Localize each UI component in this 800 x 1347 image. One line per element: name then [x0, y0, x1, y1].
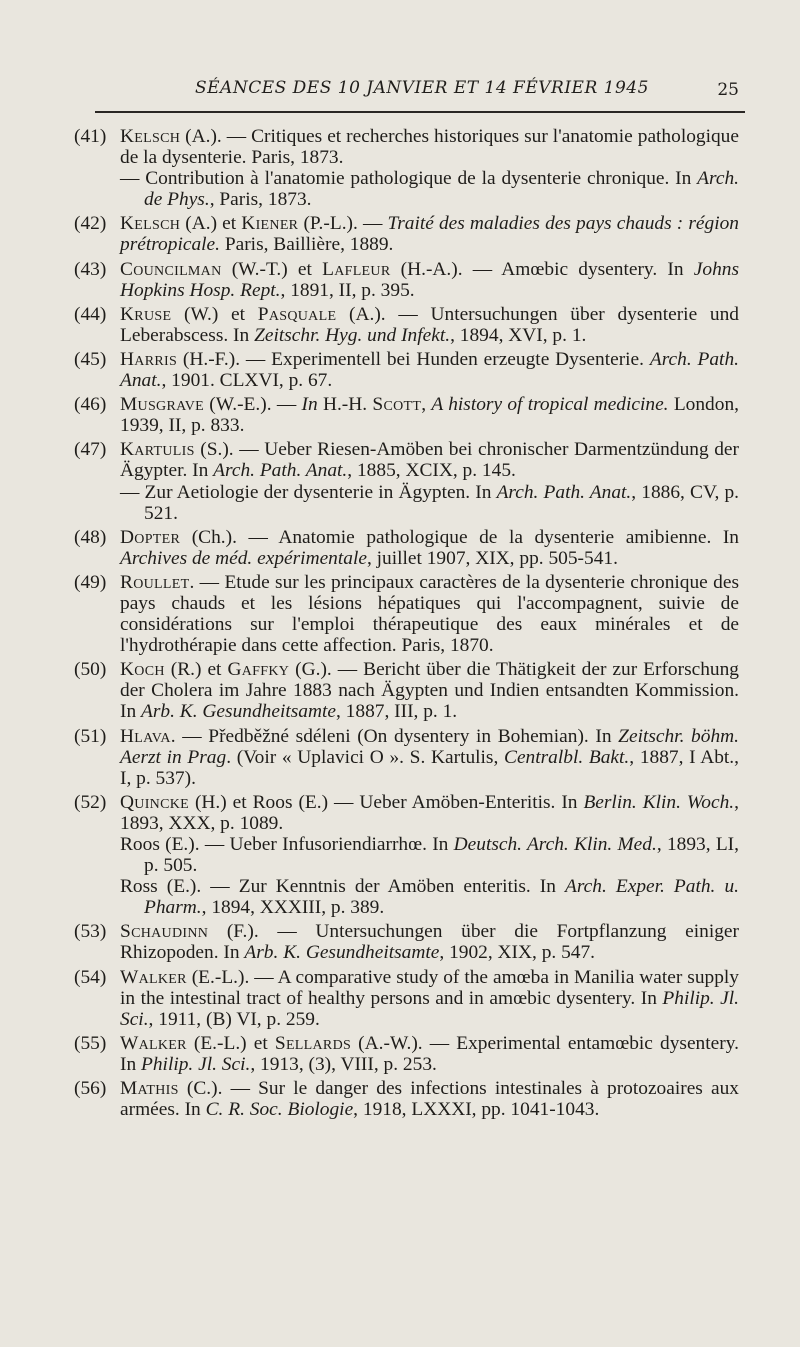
entry-text: [120, 967, 739, 1030]
author-name: Schaudinn: [120, 921, 209, 943]
text-run: , 1893, LI, p. 505.: [144, 834, 739, 877]
text-run: (H.) et Roos (E.) — Ueber Amöben-Enteritis. In: [189, 791, 584, 813]
entry-text: [120, 921, 739, 963]
work-title: Philip. Jl. Sci.: [141, 1053, 251, 1075]
author-name: Koch: [120, 659, 165, 681]
author-name: Walker: [120, 1032, 187, 1054]
author-name: Musgrave: [120, 394, 204, 416]
entry-number: (42): [74, 213, 107, 235]
work-title: Arb. K. Gesundheitsamte: [244, 942, 440, 964]
text-run: (A.). — Untersuchungen über dysenterie und Leberabscess. In: [120, 303, 739, 346]
entry-text: [120, 726, 739, 789]
author-name: Sellards: [274, 1032, 352, 1054]
entry-text: [120, 304, 739, 346]
page-number: 25: [717, 80, 739, 100]
bibliography-entry: [74, 1033, 739, 1075]
author-name: Kelsch: [120, 213, 181, 235]
text-run: , 1887, III, p. 1.: [335, 701, 458, 723]
bibliography-list: [74, 126, 739, 1123]
text-run: (W.) et: [171, 303, 258, 325]
entry-number: (53): [74, 921, 107, 943]
text-run: Roos (E.). — Ueber Infusoriendiarrhœ. In: [120, 834, 454, 855]
text-run: , 1893, XXX, p. 1089.: [120, 791, 739, 834]
entry-text: [120, 213, 739, 255]
text-run: , juillet 1907, XIX, pp. 505-541.: [366, 547, 618, 569]
entry-number: (48): [74, 526, 107, 548]
author-name: Mathis: [120, 1078, 179, 1100]
bibliography-entry: [74, 527, 739, 569]
text-run: , 1901. CLXVI, p. 67.: [161, 370, 333, 392]
work-title: Zeitschr. böhm. Aerzt in Prag: [120, 725, 739, 768]
entry-number: (56): [74, 1078, 107, 1100]
text-run: (H.-F.). — Experimentell bei Hunden erzeugte Dysenterie.: [177, 348, 650, 370]
entry-number: (47): [74, 439, 107, 461]
text-run: , 1886, CV, p. 521.: [144, 481, 739, 524]
work-title: Arch. Path. Anat.: [120, 348, 739, 392]
bibliography-entry: [74, 921, 739, 963]
author-name: Gaffky: [227, 659, 290, 681]
text-run: (Ch.). — Anatomie pathologique de la dysenterie amibienne. In: [180, 526, 739, 548]
entry-text: [120, 659, 739, 722]
bibliography-entry: [74, 213, 739, 255]
work-title: Philip. Jl. Sci.: [120, 987, 739, 1030]
entry-text: [120, 439, 739, 481]
entry-number: (54): [74, 966, 107, 988]
entry-text: [120, 572, 739, 656]
text-run: . (Voir « Uplavici O ». S. Kartulis,: [226, 746, 505, 768]
entry-text: [120, 126, 739, 168]
entry-text: [120, 394, 739, 436]
text-run: (P.-L.). —: [298, 213, 388, 235]
entry-text: [120, 1033, 739, 1075]
work-title: Archives de méd. expérimentale: [120, 547, 367, 569]
header-rule: [95, 111, 745, 113]
work-title: Arb. K. Gesundheitsamte: [141, 701, 336, 723]
entry-number: (52): [74, 791, 107, 813]
work-title: A history of tropical medicine.: [431, 394, 669, 416]
author-name: Kartulis: [120, 439, 195, 461]
text-run: , 1918, LXXXI, pp. 1041-1043.: [353, 1099, 600, 1121]
author-name: Kiener: [241, 213, 299, 235]
text-run: (A.) et: [180, 213, 242, 235]
text-run: (F.). — Untersuchungen über die Fortpflanzung einiger Rhizopoden. In: [120, 921, 739, 964]
bibliography-entry: [74, 967, 739, 1030]
text-run: (R.) et: [164, 659, 228, 681]
entry-number: (55): [74, 1032, 107, 1054]
author-name: Councilman: [120, 258, 222, 280]
text-run: , 1885, XCIX, p. 145.: [347, 460, 516, 482]
bibliography-entry: [74, 1078, 739, 1120]
text-run: , 1911, (B) VI, p. 259.: [148, 1008, 320, 1030]
work-title: Arch. Exper. Path. u. Pharm.: [144, 876, 739, 919]
bibliography-entry: [74, 726, 739, 789]
text-run: . — Etude sur les principaux caractères de la dysenterie chronique des pays chauds et les lésions hépatiques qui l'accompagnent, suivie de considérations sur l'emploi thérapeutique des eaux minérales et de l'hydrothérapie dans cette affection. Paris, 1870.: [120, 571, 739, 657]
entry-number: (50): [74, 659, 107, 681]
entry-text: [120, 349, 739, 391]
work-title: Arch. de Phys.: [144, 168, 739, 211]
entry-text: [120, 792, 739, 834]
text-run: . — Předběžné sdéleni (On dysentery in Bohemian). In: [170, 725, 619, 747]
running-head: SÉANCES DES 10 JANVIER ET 14 FÉVRIER 1945: [195, 78, 649, 98]
entry-number: (44): [74, 303, 107, 325]
entry-number: (46): [74, 394, 107, 416]
work-title: Zeitschr. Hyg. und Infekt.: [254, 324, 451, 346]
entry-number: (43): [74, 258, 107, 280]
work-title: Johns Hopkins Hosp. Rept.: [120, 258, 740, 301]
work-title: Centralbl. Bakt.: [504, 746, 630, 768]
author-name: Roullet: [120, 571, 190, 593]
author-name: Quincke: [120, 791, 189, 813]
work-title: Arch. Path. Anat.: [213, 460, 348, 482]
entry-number: (49): [74, 571, 107, 593]
bibliography-entry: [74, 394, 739, 436]
author-name: Kelsch: [120, 126, 181, 147]
bibliography-entry: [74, 572, 739, 656]
text-run: Paris, Baillière, 1889.: [219, 234, 394, 256]
work-title: Berlin. Klin. Woch.: [583, 791, 735, 813]
bibliography-entry: [74, 304, 739, 346]
text-run: (S.). — Ueber Riesen-Amöben bei chronischer Darmentzündung der Ägypter. In: [120, 439, 739, 482]
author-name: Lafleur: [322, 258, 391, 280]
text-run: (A.). — Critiques et recherches historiques sur l'anatomie pathologique de la dysenterie. Paris, 1873.: [120, 126, 739, 169]
text-run: (E.-L.). — A comparative study of the amœba in Manilia water supply in the intestinal tract of healthy persons and in amœbic dysentery. In: [120, 966, 739, 1009]
work-title: Arch. Path. Anat.: [496, 481, 632, 503]
entry-continuation: [120, 834, 739, 876]
author-name: Dopter: [120, 526, 181, 548]
text-run: (W.-E.). —: [203, 394, 302, 416]
work-title: In: [301, 394, 318, 416]
entry-continuation: [120, 168, 739, 210]
text-run: — Zur Aetiologie der dysenterie in Ägypten. In: [120, 481, 497, 503]
author-name: Scott: [372, 394, 422, 416]
text-run: H.-H.: [317, 394, 373, 416]
text-run: (W.-T.) et: [221, 258, 323, 280]
bibliography-entry: [74, 126, 739, 210]
text-run: , Paris, 1873.: [209, 189, 312, 211]
bibliography-entry: [74, 439, 739, 523]
text-run: (E.-L.) et: [186, 1032, 275, 1054]
text-run: , 1894, XXXIII, p. 389.: [201, 897, 385, 919]
entry-continuation: [120, 876, 739, 918]
text-run: , 1891, II, p. 395.: [280, 279, 415, 301]
entry-number: (41): [74, 126, 107, 147]
text-run: (C.). — Sur le danger des infections intestinales à protozoaires aux armées. In: [120, 1078, 739, 1121]
text-run: , 1913, (3), VIII, p. 253.: [250, 1053, 437, 1075]
entry-text: [120, 1078, 739, 1120]
text-run: (H.-A.). — Amœbic dysentery. In: [390, 258, 694, 280]
author-name: Harris: [120, 348, 178, 370]
author-name: Kruse: [120, 303, 172, 325]
author-name: Hlava: [120, 725, 171, 747]
work-title: C. R. Soc. Biologie: [205, 1099, 354, 1121]
text-run: , 1902, XIX, p. 547.: [439, 942, 596, 964]
text-run: — Contribution à l'anatomie pathologique de la dysenterie chronique. In: [120, 168, 698, 190]
text-run: , 1894, XVI, p. 1.: [450, 324, 587, 346]
entry-continuation: [120, 482, 739, 524]
entry-text: [120, 259, 739, 301]
entry-number: (45): [74, 348, 107, 370]
author-name: Pasquale: [257, 303, 337, 325]
text-run: ,: [421, 394, 432, 416]
entry-number: (51): [74, 725, 107, 747]
bibliography-entry: [74, 259, 739, 301]
text-run: , 1887, I Abt., I, p. 537).: [120, 746, 739, 789]
text-run: Ross (E.). — Zur Kenntnis der Amöben enteritis. In: [120, 876, 565, 898]
bibliography-entry: [74, 659, 739, 722]
text-run: (G.). — Bericht über die Thätigkeit der zur Erforschung der Cholera im Jahre 1883 nach Ägypten und Indien entsandten Kommission. In: [120, 659, 740, 723]
author-name: Walker: [120, 966, 187, 988]
work-title: Traité des maladies des pays chauds : région prétropicale.: [120, 213, 739, 256]
bibliography-entry: [74, 792, 739, 919]
text-run: (A.-W.). — Experimental entamœbic dysentery. In: [120, 1032, 739, 1075]
work-title: Deutsch. Arch. Klin. Med.: [453, 834, 657, 855]
bibliography-entry: [74, 349, 739, 391]
entry-text: [120, 527, 739, 569]
text-run: London, 1939, II, p. 833.: [120, 394, 739, 437]
page-header: [95, 78, 745, 106]
